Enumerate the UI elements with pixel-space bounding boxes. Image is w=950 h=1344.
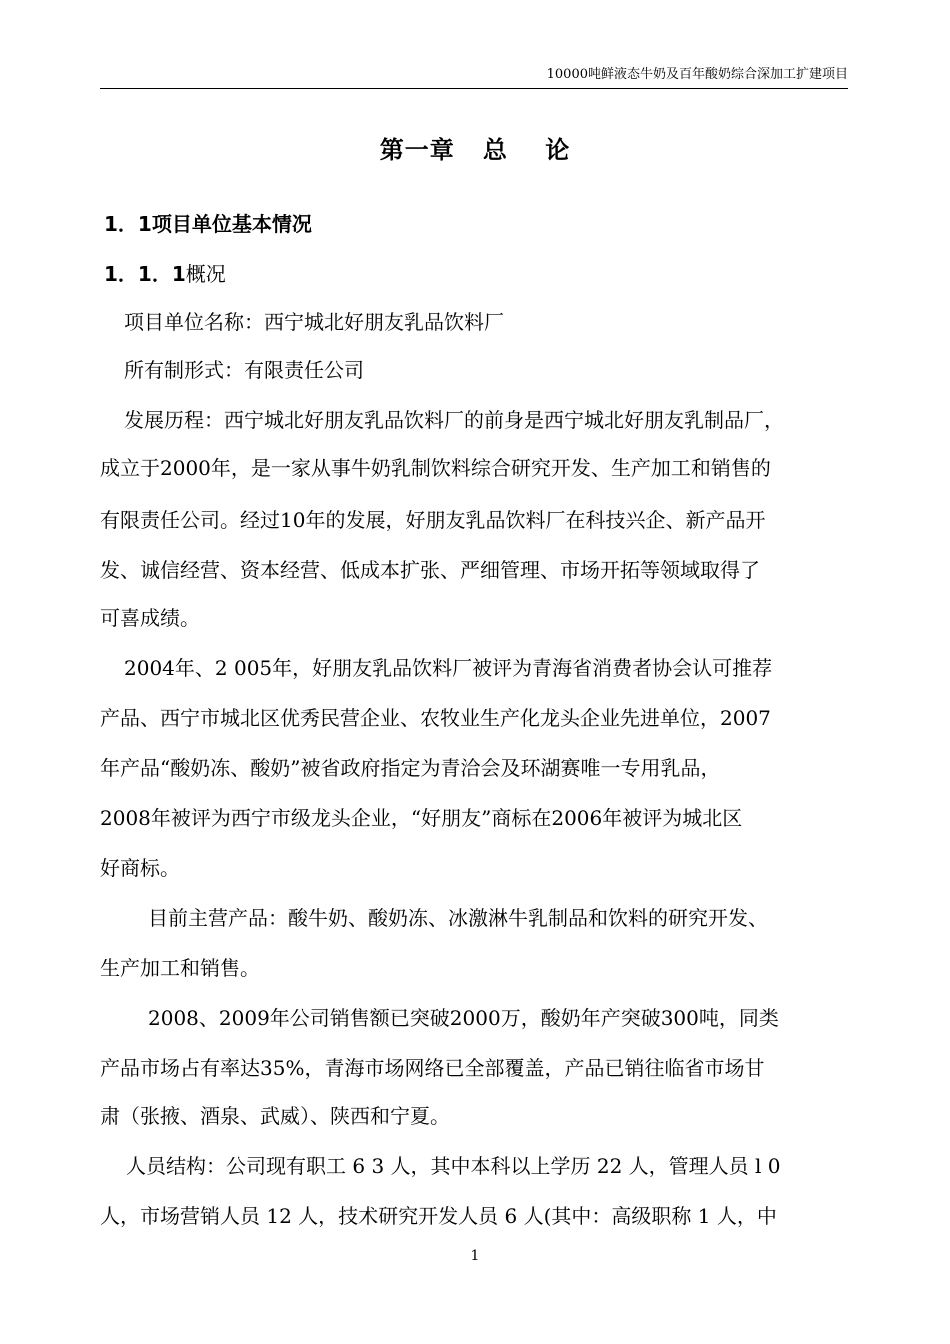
page-number: 1 — [470, 1248, 480, 1264]
line-11: 2008年被评为西宁市级龙头企业，“好朋友”商标在2006年被评为城北区 — [100, 806, 743, 830]
line-9: 产品、西宁市城北区优秀民营企业、农牧业生产化龙头企业先进单位，2007 — [100, 706, 771, 730]
running-header: 10000吨鲜液态牛奶及百年酸奶综合深加工扩建项目 — [100, 66, 848, 89]
line-8: 2004年、2 005年，好朋友乳品饮料厂被评为青海省消费者协会认可推荐 — [124, 656, 773, 680]
subsection-title: 概况 — [185, 262, 226, 286]
line-7: 可喜成绩。 — [100, 606, 200, 630]
line-1: 项目单位名称：西宁城北好朋友乳品饮料厂 — [124, 310, 504, 334]
line-19: 人，市场营销人员 12 人，技术研究开发人员 6 人(其中：高级职称 1 人，中 — [100, 1204, 777, 1228]
line-14: 生产加工和销售。 — [100, 956, 260, 980]
line-16: 产品市场占有率达35%，青海市场网络已全部覆盖，产品已销往临省市场甘 — [100, 1056, 765, 1080]
section-heading: 1．1项目单位基本情况 — [104, 212, 312, 236]
line-10: 年产品“酸奶冻、酸奶”被省政府指定为青洽会及环湖赛唯一专用乳品， — [100, 756, 721, 780]
subsection-number: 1．1．1 — [104, 262, 186, 286]
line-3: 发展历程：西宁城北好朋友乳品饮料厂的前身是西宁城北好朋友乳制品厂， — [124, 408, 784, 432]
subsection-heading — [104, 258, 226, 287]
line-6: 发、诚信经营、资本经营、低成本扩张、严细管理、市场开拓等领域取得了 — [100, 558, 760, 582]
line-17: 肃（张掖、酒泉、武威）、陕西和宁夏。 — [100, 1104, 450, 1128]
line-5: 有限责任公司。经过10年的发展，好朋友乳品饮料厂在科技兴企、新产品开 — [100, 508, 766, 532]
line-12: 好商标。 — [100, 856, 180, 880]
line-13: 目前主营产品：酸牛奶、酸奶冻、冰激淋牛乳制品和饮料的研究开发、 — [148, 906, 768, 930]
line-18: 人员结构：公司现有职工 6 3 人，其中本科以上学历 22 人，管理人员 l 0 — [126, 1154, 781, 1178]
line-2: 所有制形式：有限责任公司 — [124, 358, 364, 382]
chapter-title: 第一章 总 论 — [379, 136, 571, 164]
line-15: 2008、2009年公司销售额已突破2000万，酸奶年产突破300吨，同类 — [148, 1006, 779, 1030]
line-4: 成立于2000年，是一家从事牛奶乳制饮料综合研究开发、生产加工和销售的 — [100, 456, 771, 480]
